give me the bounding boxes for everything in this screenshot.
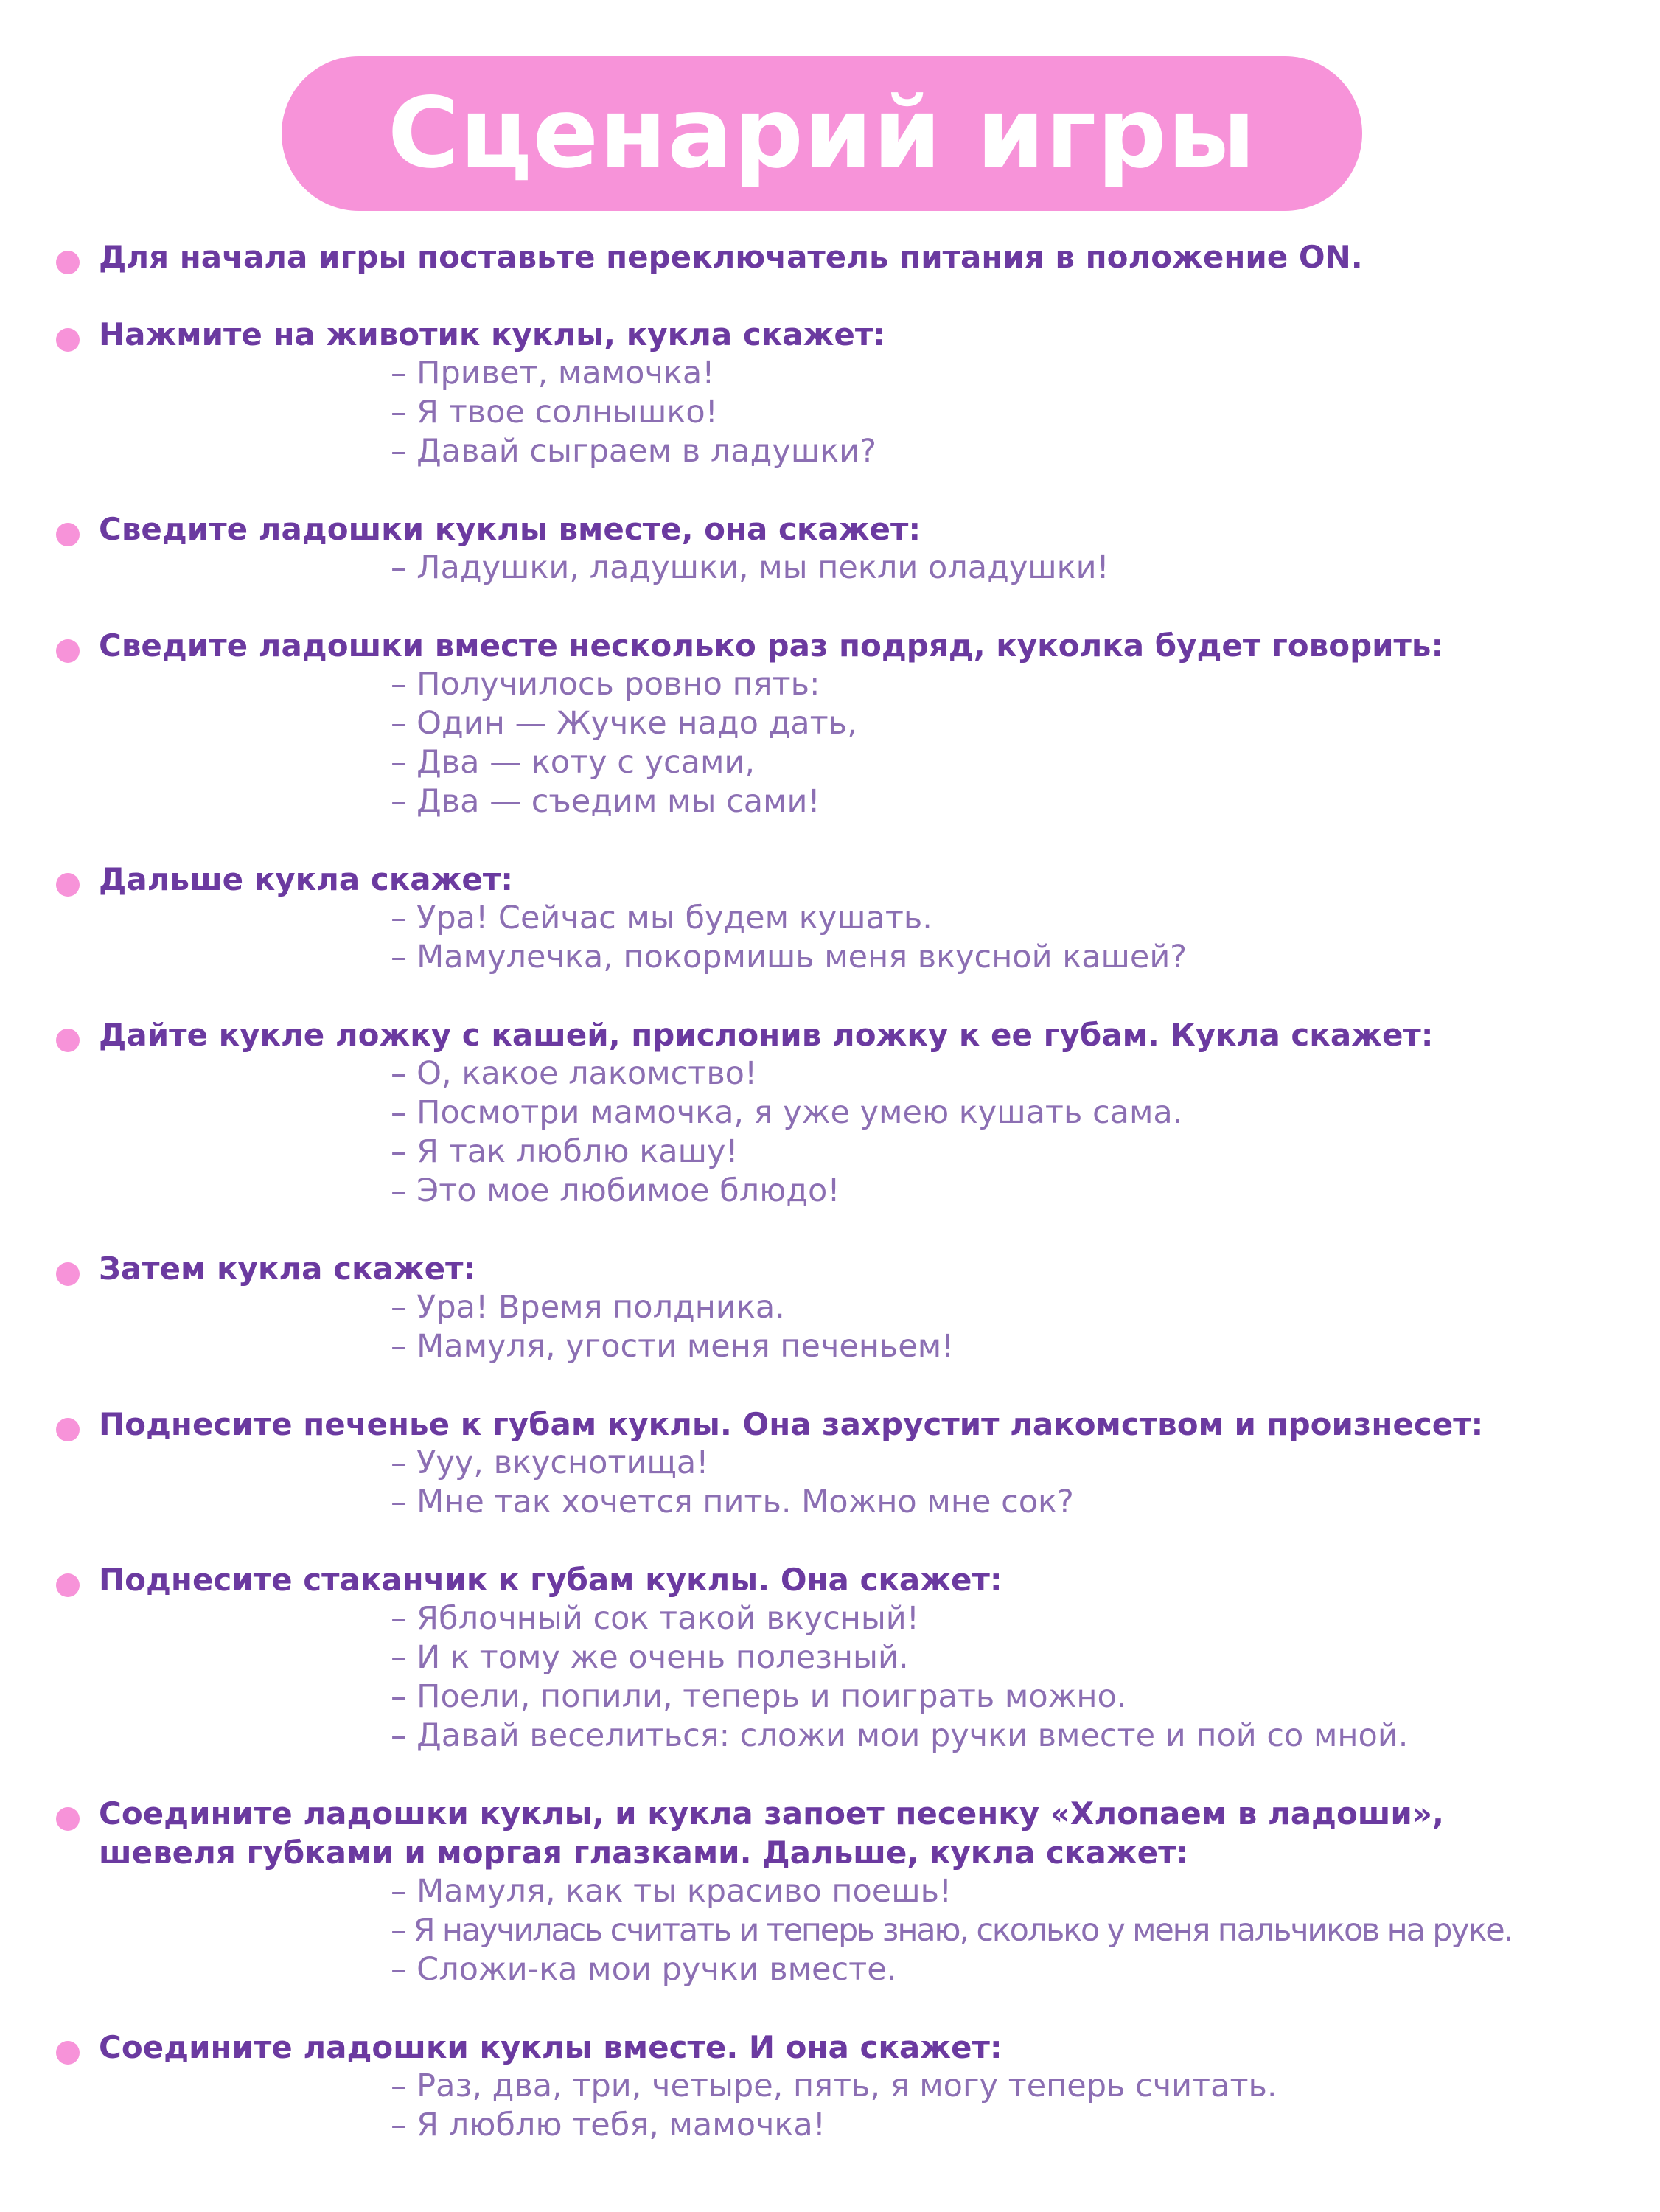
step-instruction: Сведите ладошки куклы вместе, она скажет: [99,511,921,547]
step-item [0,1794,1660,1989]
doll-phrases [391,899,1660,977]
bullet-dot [56,1418,80,1441]
doll-phrases [391,1872,1660,1989]
step-item [0,237,1660,276]
doll-phrase: – Привет, мамочка! [391,355,715,392]
bullet-dot [56,639,80,663]
title-banner [282,56,1362,211]
doll-phrase: – Давай веселиться: сложи мои ручки вместе и пой со мной. [391,1717,1409,1754]
step-instruction: Дайте кукле ложку с кашей, прислонив ложку к ее губам. Кукла скажет: [99,1017,1434,1053]
step-instruction: Поднесите печенье к губам куклы. Она захрустит лакомством и произнесет: [99,1406,1484,1442]
step-item [0,315,1660,471]
doll-phrases [391,549,1660,588]
bullet-dot [56,873,80,897]
doll-phrase: – Я научилась считать и теперь знаю, сколько у меня пальчиков на руке. [391,1912,1513,1949]
step-item [0,509,1660,588]
steps-list [0,237,1660,2183]
doll-phrase: – Это мое любимое блюдо! [391,1172,840,1209]
doll-phrases [391,1054,1660,1211]
doll-phrases [391,354,1660,471]
doll-phrase: – О, какое лакомство! [391,1055,758,1092]
doll-phrase: – Я люблю тебя, мамочка! [391,2107,826,2143]
step-instruction: Сведите ладошки вместе несколько раз подряд, куколка будет говорить: [99,627,1444,664]
step-instruction: Соедините ладошки куклы вместе. И она скажет: [99,2029,1002,2065]
doll-phrase: – И к тому же очень полезный. [391,1639,909,1676]
doll-phrase: – Два — съедим мы сами! [391,783,820,820]
doll-phrase: – Яблочный сок такой вкусный! [391,1600,919,1637]
bullet-dot [56,523,80,546]
step-item [0,1249,1660,1366]
doll-phrase: – Ладушки, ладушки, мы пекли оладушки! [391,549,1109,586]
bullet-dot [56,251,80,274]
doll-phrase: – Посмотри мамочка, я уже умею кушать сама. [391,1094,1183,1131]
doll-phrase: – Мне так хочется пить. Можно мне сок? [391,1484,1074,1520]
bullet-dot [56,1262,80,1286]
step-instruction: Нажмите на животик куклы, кукла скажет: [99,316,886,352]
bullet-dot [56,1029,80,1052]
step-item [0,2028,1660,2145]
doll-phrases [391,2067,1660,2145]
step-item [0,626,1660,821]
doll-phrase: – Поели, попили, теперь и поиграть можно. [391,1678,1127,1715]
doll-phrase: – Сложи-ка мои ручки вместе. [391,1951,897,1988]
bullet-dot [56,1807,80,1831]
bullet-dot [56,1573,80,1597]
page-title: Сценарий игры [387,77,1257,190]
step-item [0,1405,1660,1522]
step-instruction: Соедините ладошки куклы, и кукла запоет песенку «Хлопаем в ладоши», шевеля губками и моргая глазками. Дальше, кукла скажет: [99,1795,1444,1871]
doll-phrase: – Мамулечка, покормишь меня вкусной кашей? [391,939,1188,975]
doll-phrase: – Один — Жучке надо дать, [391,705,857,742]
step-instruction: Поднесите стаканчик к губам куклы. Она скажет: [99,1562,1002,1598]
doll-phrases [391,1288,1660,1366]
step-instruction: Затем кукла скажет: [99,1251,476,1287]
doll-phrases [391,665,1660,821]
doll-phrase: – Я так люблю кашу! [391,1133,739,1170]
doll-phrase: – Я твое солнышко! [391,394,718,431]
doll-phrase: – Ура! Время полдника. [391,1289,785,1326]
bullet-dot [56,328,80,352]
step-item [0,860,1660,977]
bullet-dot [56,2041,80,2065]
doll-phrase: – Получилось ровно пять: [391,666,820,703]
step-item [0,1015,1660,1211]
doll-phrase: – Раз, два, три, четыре, пять, я могу теперь считать. [391,2067,1277,2104]
step-item [0,1560,1660,1756]
doll-phrase: – Давай сыграем в ладушки? [391,433,876,470]
doll-phrase: – Ууу, вкуснотища! [391,1444,709,1481]
step-instruction: Для начала игры поставьте переключатель питания в положение ON. [99,239,1363,275]
doll-phrase: – Мамуля, как ты красиво поешь! [391,1873,952,1910]
doll-phrases [391,1599,1660,1756]
doll-phrase: – Мамуля, угости меня печеньем! [391,1328,955,1365]
doll-phrases [391,1444,1660,1522]
doll-phrase: – Два — коту с усами, [391,744,756,781]
step-instruction: Дальше кукла скажет: [99,861,514,897]
doll-phrase: – Ура! Сейчас мы будем кушать. [391,900,932,936]
